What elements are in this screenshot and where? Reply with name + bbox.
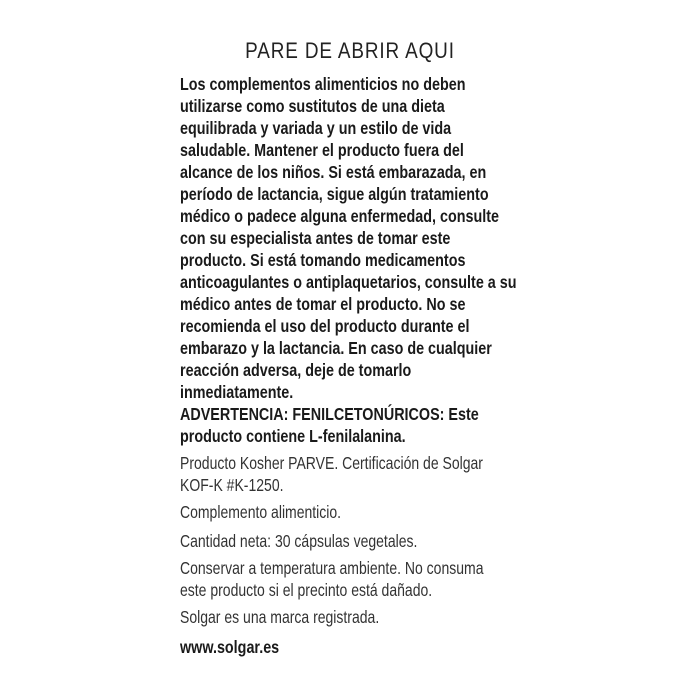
warning-line: médico antes de tomar el producto. No se: [180, 294, 466, 314]
warning-line: inmediatamente.: [180, 382, 294, 402]
storage-line: Conservar a temperatura ambiente. No consuma: [180, 558, 484, 578]
stop-opening-heading: PARE DE ABRIR AQUI: [245, 38, 455, 63]
warning-line: equilibrada y variada y un estilo de vida: [180, 118, 452, 138]
warning-line: recomienda el uso del producto durante el: [180, 316, 470, 336]
warning-line: período de lactancia, sigue algún tratamiento: [180, 184, 489, 204]
warning-line: producto. Si está tomando medicamentos: [180, 250, 466, 270]
warning-line: Los complementos alimenticios no deben: [180, 74, 466, 94]
warning-line: reacción adversa, deje de tomarlo: [180, 360, 412, 380]
warning-line: alcance de los niños. Si está embarazada, en: [180, 162, 487, 182]
phenylketonuria-warning-line: ADVERTENCIA: FENILCETONÚRICOS: Este: [180, 404, 479, 424]
warning-line: embarazo y la lactancia. En caso de cualquier: [180, 338, 492, 358]
warning-line: saludable. Mantener el producto fuera del: [180, 140, 464, 160]
warning-line: utilizarse como sustitutos de una dieta: [180, 96, 445, 116]
trademark-notice: Solgar es una marca registrada.: [180, 607, 380, 627]
website-url: www.solgar.es: [180, 637, 280, 657]
storage-line: este producto si el precinto está dañado.: [180, 580, 433, 600]
net-quantity: Cantidad neta: 30 cápsulas vegetales.: [180, 531, 418, 551]
kosher-line: Producto Kosher PARVE. Certificación de Solgar: [180, 453, 483, 473]
warning-line: con su especialista antes de tomar este: [180, 228, 451, 248]
kosher-line: KOF-K #K-1250.: [180, 475, 284, 495]
warning-line: médico o padece alguna enfermedad, consulte: [180, 206, 499, 226]
phenylketonuria-warning-line: producto contiene L-fenilalanina.: [180, 426, 406, 446]
warning-line: anticoagulantes o antiplaquetarios, consulte a su: [180, 272, 517, 292]
supplement-label: Complemento alimenticio.: [180, 502, 342, 522]
